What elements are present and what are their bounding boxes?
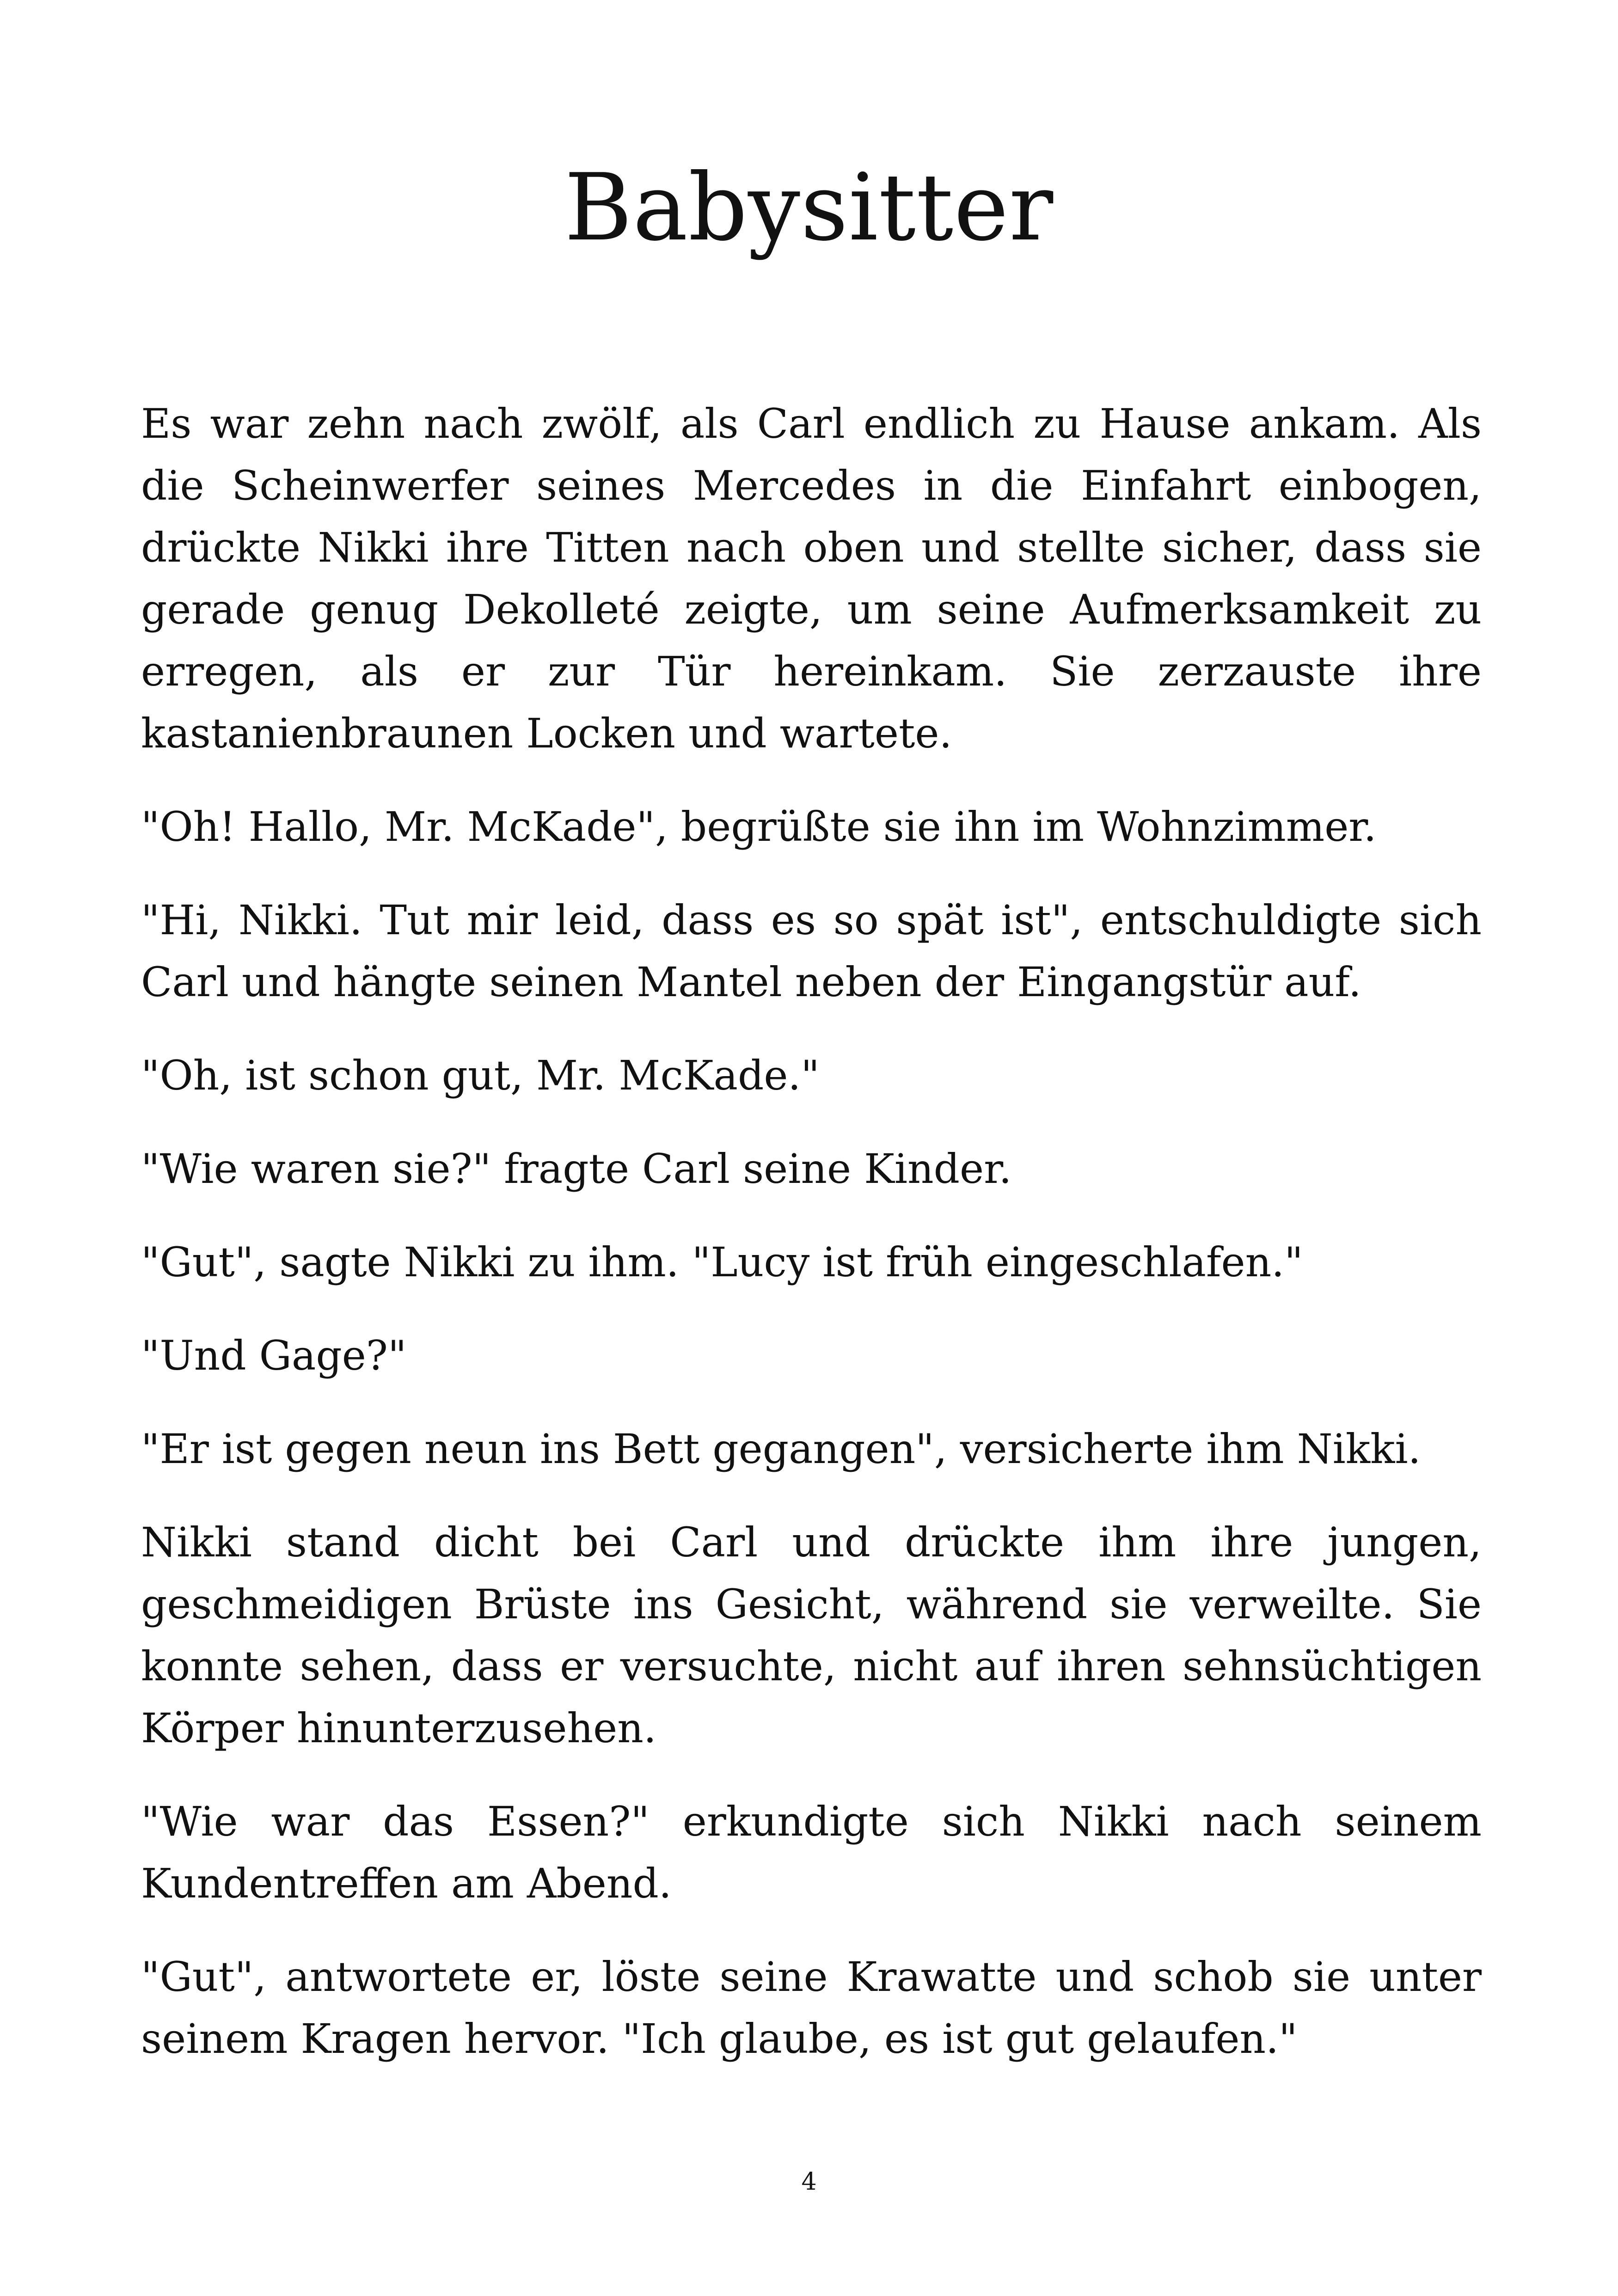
- paragraph: Nikki stand dicht bei Carl und drückte ihm ihre jungen, geschmeidigen Brüste ins Gesicht, während sie verweilte. Sie konnte sehen, dass er versuchte, nicht auf ihren sehnsüchtigen Körper hinunterzusehen.: [141, 1518, 1482, 1752]
- paragraph: "Und Gage?": [141, 1332, 407, 1379]
- paragraph: "Wie waren sie?" fragte Carl seine Kinder.: [141, 1145, 1012, 1193]
- paragraph: "Oh! Hallo, Mr. McKade", begrüßte sie ihn im Wohnzimmer.: [141, 803, 1377, 851]
- paragraph: "Gut", sagte Nikki zu ihm. "Lucy ist früh eingeschlafen.": [141, 1238, 1303, 1286]
- paragraph: Es war zehn nach zwölf, als Carl endlich zu Hause ankam. Als die Scheinwerfer seines Mercedes in die Einfahrt einbogen, drückte Nikki ihre Titten nach oben und stellte sicher, dass sie gerade genug Dekolleté zeigte, um seine Aufmerksamkeit zu erregen, als er zur Tür hereinkam. Sie zerzauste ihre kastanienbraunen Locken und wartete.: [141, 400, 1482, 757]
- paragraph: "Gut", antwortete er, löste seine Krawatte und schob sie unter seinem Kragen hervor. "Ich glaube, es ist gut gelaufen.": [141, 1953, 1482, 2063]
- paragraph: "Er ist gegen neun ins Bett gegangen", versicherte ihm Nikki.: [141, 1425, 1421, 1473]
- page-title: Babysitter: [564, 154, 1054, 262]
- page-number: 4: [801, 2168, 817, 2196]
- paragraph: "Oh, ist schon gut, Mr. McKade.": [141, 1052, 820, 1099]
- body-text: [141, 393, 1482, 2101]
- paragraph: "Wie war das Essen?" erkundigte sich Nikki nach seinem Kundentreffen am Abend.: [141, 1798, 1482, 1907]
- paragraph: "Hi, Nikki. Tut mir leid, dass es so spät ist", entschuldigte sich Carl und hängte seinen Mantel neben der Eingangstür auf.: [141, 896, 1482, 1006]
